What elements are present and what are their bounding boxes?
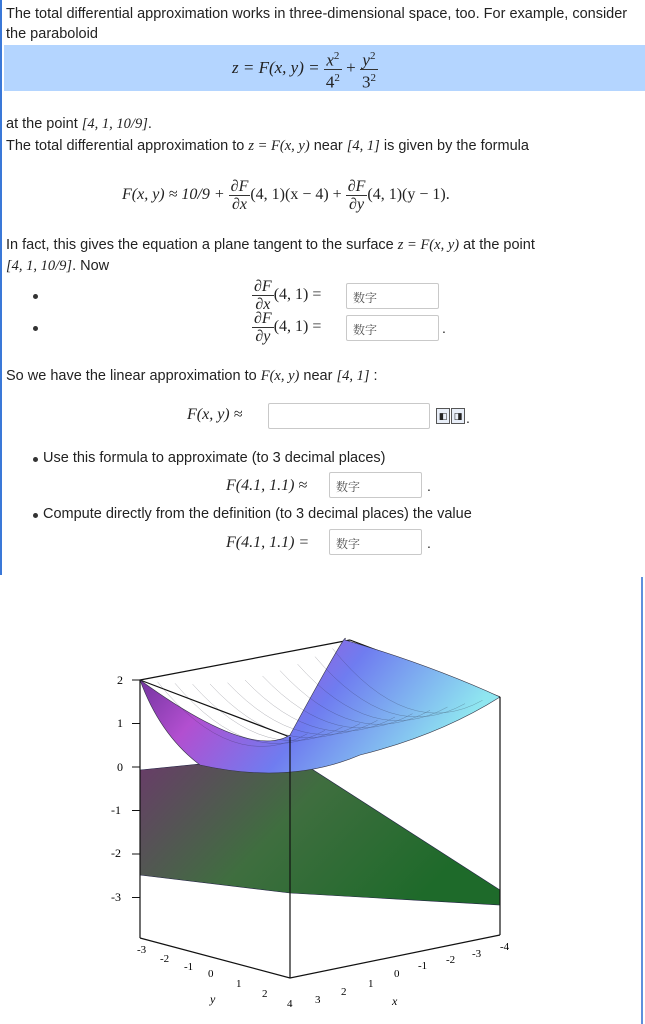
- tangent-plane: [140, 755, 500, 905]
- formula-intro-line: [6, 138, 529, 155]
- partial-y: [252, 310, 321, 345]
- tangent-expr: z = F(x, y): [397, 237, 460, 253]
- formula-intro-point: [4, 1]: [346, 138, 380, 154]
- z-tick-label: 2: [117, 673, 123, 687]
- x-tick-label: 0: [394, 968, 400, 980]
- approx-item-text: Use this formula to approximate (to 3 decimal places): [43, 450, 386, 466]
- dfdx-num: ∂F: [230, 178, 249, 195]
- approx-value-input[interactable]: 数字: [329, 472, 422, 498]
- point-value: [4, 1, 10/9]: [81, 116, 148, 132]
- left-border: [0, 0, 2, 575]
- dfdy-den: ∂y: [349, 196, 365, 213]
- partial-x-input[interactable]: 数字: [346, 283, 439, 309]
- z-tick-label: -2: [111, 846, 121, 860]
- x-tick-label: -3: [472, 948, 482, 960]
- x-tick-label: 2: [341, 986, 347, 998]
- linear-suffix: :: [369, 368, 378, 384]
- linear-line: [6, 368, 378, 385]
- partial-x-num: ∂F: [254, 278, 272, 295]
- fraction-y: [360, 48, 378, 90]
- y-tick-label: 1: [236, 978, 242, 990]
- paraboloid-lhs: z = F(x, y) =: [232, 58, 324, 78]
- fraction-x-num: $x^2$: [324, 48, 342, 70]
- z-tick-label: 1: [117, 716, 123, 730]
- bullet: [33, 294, 38, 299]
- linear-prefix: So we have the linear approximation to: [6, 368, 261, 384]
- bullet: [33, 513, 38, 518]
- linear-formula-lhs: F(x, y) ≈: [187, 406, 243, 423]
- point-prefix: at the point: [6, 116, 82, 132]
- x-tick-label: -1: [418, 960, 428, 972]
- x-tick-label: 1: [368, 978, 374, 990]
- tangent-now: . Now: [72, 258, 110, 274]
- dfdy-num: ∂F: [347, 178, 366, 195]
- period: .: [427, 535, 431, 551]
- equation-editor-icon[interactable]: ◧: [436, 408, 450, 424]
- fraction-x-den: $4^2$: [325, 71, 340, 92]
- period: .: [466, 410, 470, 426]
- linear-middle: near: [299, 368, 337, 384]
- approximation-formula: [122, 178, 450, 213]
- x-tick-label: -2: [446, 954, 456, 966]
- formula-intro-suffix: is given by the formula: [379, 138, 529, 154]
- partial-y-num: ∂F: [254, 310, 272, 327]
- y-tick-label: -3: [137, 944, 147, 956]
- x-tick-label: -4: [500, 941, 510, 953]
- paraboloid-formula: [232, 48, 378, 90]
- x-axis: [315, 941, 510, 1008]
- linear-formula-input[interactable]: [268, 403, 430, 429]
- partial-x: [252, 278, 321, 313]
- direct-item-expr: F(4.1, 1.1) =: [226, 534, 310, 551]
- z-tick-label: 0: [117, 760, 123, 774]
- y-axis: [137, 944, 293, 1010]
- z-axis: [111, 673, 140, 904]
- z-tick-label: -1: [111, 803, 121, 817]
- y-tick-label: -1: [184, 961, 194, 973]
- linear-point: [4, 1]: [336, 368, 370, 384]
- approx-term2: (4, 1)(y − 1).: [367, 186, 450, 204]
- partial-x-den: ∂x: [255, 296, 271, 313]
- direct-value-input[interactable]: 数字: [329, 529, 422, 555]
- partial-y-fraction: [252, 310, 274, 345]
- box-top-back: [140, 640, 350, 680]
- period: .: [427, 478, 431, 494]
- tangent-suffix: at the point: [459, 237, 535, 253]
- formula-intro-expr: z = F(x, y): [248, 138, 310, 154]
- y-tick-label: 2: [262, 988, 268, 1000]
- surface-plot: [0, 585, 640, 1024]
- fraction-y-den: $3^2$: [361, 71, 376, 92]
- direct-item-text: Compute directly from the definition (to 3 decimal places) the value: [43, 506, 472, 522]
- x-tick-label: 3: [315, 994, 321, 1006]
- linear-expr: F(x, y): [260, 368, 300, 384]
- tangent-prefix: In fact, this gives the equation a plane tangent to the surface: [6, 237, 398, 253]
- tangent-line: [6, 237, 535, 254]
- formula-intro-middle: near: [309, 138, 347, 154]
- intro-line-1: The total differential approximation works in three-dimensional space, too. For example, consider: [6, 6, 628, 22]
- approx-item-expr: F(4.1, 1.1) ≈: [226, 477, 308, 494]
- bullet: [33, 457, 38, 462]
- fraction-x: [324, 48, 342, 90]
- dfdy-fraction: [346, 178, 368, 213]
- partial-y-at: (4, 1) =: [273, 318, 322, 336]
- plus-sign: +: [346, 58, 356, 78]
- preview-icon[interactable]: ◨: [451, 408, 465, 424]
- fraction-y-num: $y^2$: [360, 48, 378, 70]
- partial-y-den: ∂y: [255, 328, 271, 345]
- right-border: [641, 577, 643, 1024]
- dfdx-den: ∂x: [231, 196, 247, 213]
- tangent-point: [4, 1, 10/9]: [6, 258, 73, 274]
- x-axis-label: x: [392, 994, 398, 1008]
- paraboloid-surface: [140, 638, 500, 773]
- bullet: [33, 326, 38, 331]
- tangent-line-2: [6, 258, 109, 275]
- formula-intro-prefix: The total differential approximation to: [6, 138, 249, 154]
- point-suffix: .: [147, 116, 152, 132]
- partial-x-at: (4, 1) =: [273, 286, 322, 304]
- y-tick-label: 4: [287, 998, 293, 1010]
- y-tick-label: 0: [208, 968, 214, 980]
- partial-y-input[interactable]: 数字: [346, 315, 439, 341]
- period: .: [442, 320, 446, 336]
- intro-paragraph: [6, 4, 642, 44]
- z-tick-label: -3: [111, 890, 121, 904]
- intro-line-2: the paraboloid: [6, 26, 98, 42]
- y-tick-label: -2: [160, 953, 170, 965]
- y-axis-label: y: [210, 992, 216, 1006]
- point-line: [6, 116, 152, 133]
- approx-term1: (4, 1)(x − 4) +: [250, 186, 346, 204]
- dfdx-fraction: [229, 178, 251, 213]
- approx-lhs: F(x, y) ≈ 10/9 +: [122, 186, 229, 204]
- partial-x-fraction: [252, 278, 274, 313]
